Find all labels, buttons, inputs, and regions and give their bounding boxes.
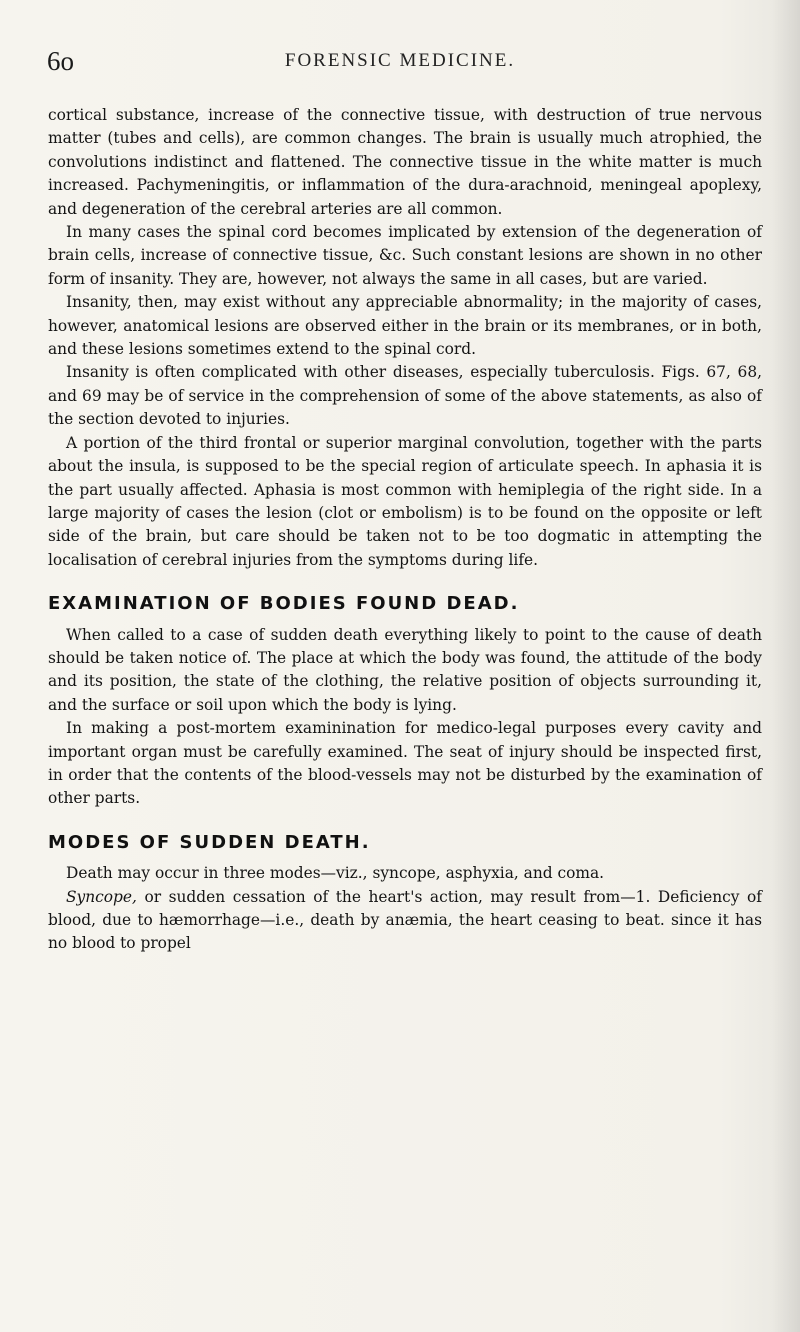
paragraph: In making a post-mortem examinination for medico-legal purposes every cavity and important organ must be carefully examined. The seat of injury should be inspected first, in order that the contents of the blood-vessels may not be disturbed by the examination of other parts. (48, 719, 762, 808)
paragraph: Death may occur in three modes—viz., syncope, asphyxia, and coma. (66, 864, 605, 883)
page-number: 6o (47, 46, 74, 76)
paragraph: Insanity is often complicated with other diseases, especially tuberculosis. Figs. 67, 68, and 69 may be of service in the comprehension of some of the above statements, as also of the section devoted to injuries. (48, 363, 762, 429)
paragraph: Insanity, then, may exist without any appreciable abnormality; in the majority of cases, however, anatomical lesions are observed either in the brain or its membranes, or in both, and these lesions sometimes extend to the spinal cord. (48, 293, 762, 359)
body-text (48, 104, 762, 956)
section-heading: EXAMINATION OF BODIES FOUND DEAD. (48, 593, 520, 615)
section-heading: MODES OF SUDDEN DEATH. (48, 831, 371, 853)
running-head: FORENSIC MEDICINE. (284, 50, 516, 71)
paragraph: In many cases the spinal cord becomes implicated by extension of the degeneration of brain cells, increase of connective tissue, &c. Such constant lesions are shown in no other form of insanity. They are, however, not always the same in all cases, but are varied. (48, 223, 762, 288)
paragraph: When called to a case of sudden death everything likely to point to the cause of death should be taken notice of. The place at which the body was found, the attitude of the body and its position, the state of the clothing, the relative position of objects surrounding it, and the surface or soil upon which the body is lying. (48, 625, 762, 714)
term: Syncope, (66, 887, 137, 906)
paragraph-text: or sudden cessation of the heart's action, may result from—1. Deficiency of blood, due to hæmorrhage—i.e., death by anæmia, the heart ceasing to beat. since it has no blood to propel (48, 887, 762, 953)
paragraph (48, 886, 762, 956)
paragraph: A portion of the third frontal or superior marginal convolution, together with the parts about the insula, is supposed to be the special region of articulate speech. In aphasia it is the part usually affected. Aphasia is most common with hemiplegia of the right side. In a large majority of cases the lesion (clot or embolism) is to be found on the opposite or left side of the brain, but care should be taken not to be too dogmatic in attempting the localisation of cerebral injuries from the symptoms during life. (48, 433, 762, 569)
page-edge-shadow (772, 0, 800, 1332)
paragraph: cortical substance, increase of the connective tissue, with destruction of true nervous matter (tubes and cells), are common changes. The brain is usually much atrophied, the convolutions indistinct and flattened. The connective tissue in the white matter is much increased. Pachymeningitis, or inflammation of the dura-arachnoid, meningeal apoplexy, and degeneration of the cerebral arteries are all common. (48, 106, 762, 218)
